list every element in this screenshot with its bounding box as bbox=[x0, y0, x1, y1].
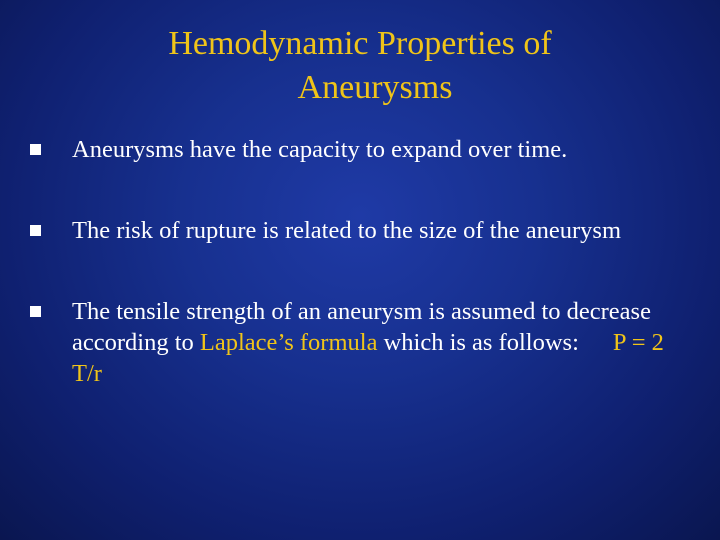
title-line-2: Aneurysms bbox=[297, 69, 453, 106]
bullet-text-3a: The tensile strength of an aneurysm is assumed to decrease according to bbox=[72, 298, 651, 356]
bullet-text-2: The risk of rupture is related to the size of the aneurysm bbox=[72, 217, 622, 244]
formula-text: P = 2 T/r bbox=[72, 329, 664, 387]
square-bullet-icon bbox=[30, 225, 41, 236]
square-bullet-icon bbox=[30, 144, 41, 155]
square-bullet-icon bbox=[30, 306, 41, 317]
slide-title bbox=[60, 22, 660, 110]
bullet-text-1: Aneurysms have the capacity to expand over time. bbox=[72, 136, 568, 163]
bullet-item-1 bbox=[30, 134, 680, 165]
title-line-1: Hemodynamic Properties of bbox=[168, 25, 552, 62]
bullet-text-3b: which is as follows: bbox=[377, 329, 579, 356]
bullet-list bbox=[30, 134, 680, 389]
bullet-item-3 bbox=[30, 296, 680, 389]
bullet-item-2 bbox=[30, 215, 680, 246]
laplace-formula-highlight: Laplace’s formula bbox=[199, 329, 378, 356]
